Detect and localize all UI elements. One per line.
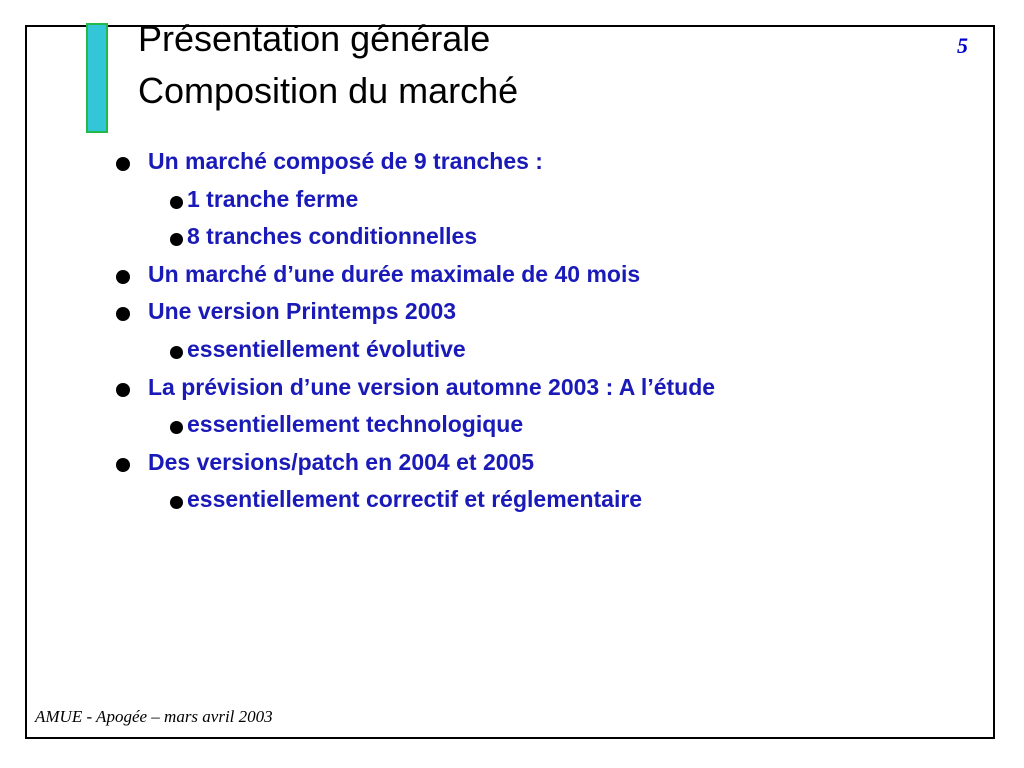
sub-bullet-item (0, 331, 990, 369)
bullet-text: Un marché composé de 9 tranches : (148, 148, 543, 174)
slide-title: Présentation générale (138, 18, 491, 59)
page-number: 5 (957, 33, 968, 58)
slide-subtitle: Composition du marché (138, 70, 519, 111)
bullet-item (0, 369, 990, 407)
bullet-text: Des versions/patch en 2004 et 2005 (148, 448, 535, 475)
sub-bullet-text: 8 tranches conditionnelles (187, 223, 478, 250)
slide-footer: AMUE - Apogée – mars avril 2003 (35, 707, 273, 726)
bullet-dot-icon (170, 233, 183, 246)
bullet-text: La prévision d’une version automne 2003 : A l’étude (148, 373, 716, 400)
bullet-dot-icon (116, 307, 130, 321)
bullet-text: Un marché d’une durée maximale de 40 mois (148, 260, 641, 287)
bullet-dot-icon (170, 196, 183, 209)
bullet-dot-icon (170, 346, 183, 359)
bullet-dot-icon (170, 421, 183, 434)
sub-bullet-text: essentiellement évolutive (187, 335, 466, 362)
bullet-dot-icon (116, 458, 130, 472)
sub-bullet-text: essentiellement technologique (187, 411, 524, 438)
bullet-dot-icon (170, 496, 183, 509)
bullet-list (0, 143, 990, 519)
sub-bullet-item (0, 406, 990, 444)
bullet-dot-icon (116, 270, 130, 284)
sub-bullet-item (0, 181, 990, 219)
title-accent-bar (86, 23, 108, 133)
sub-bullet-item (0, 218, 990, 256)
bullet-item (0, 143, 990, 181)
sub-bullet-text: 1 tranche ferme (187, 185, 359, 212)
bullet-text: Une version Printemps 2003 (148, 298, 457, 325)
sub-bullet-text: essentiellement correctif et réglementaire (187, 486, 643, 513)
bullet-dot-icon (116, 383, 130, 397)
bullet-item (0, 444, 990, 482)
bullet-item (0, 256, 990, 294)
bullet-dot-icon (116, 157, 130, 171)
bullet-item (0, 293, 990, 331)
sub-bullet-item (0, 481, 990, 519)
